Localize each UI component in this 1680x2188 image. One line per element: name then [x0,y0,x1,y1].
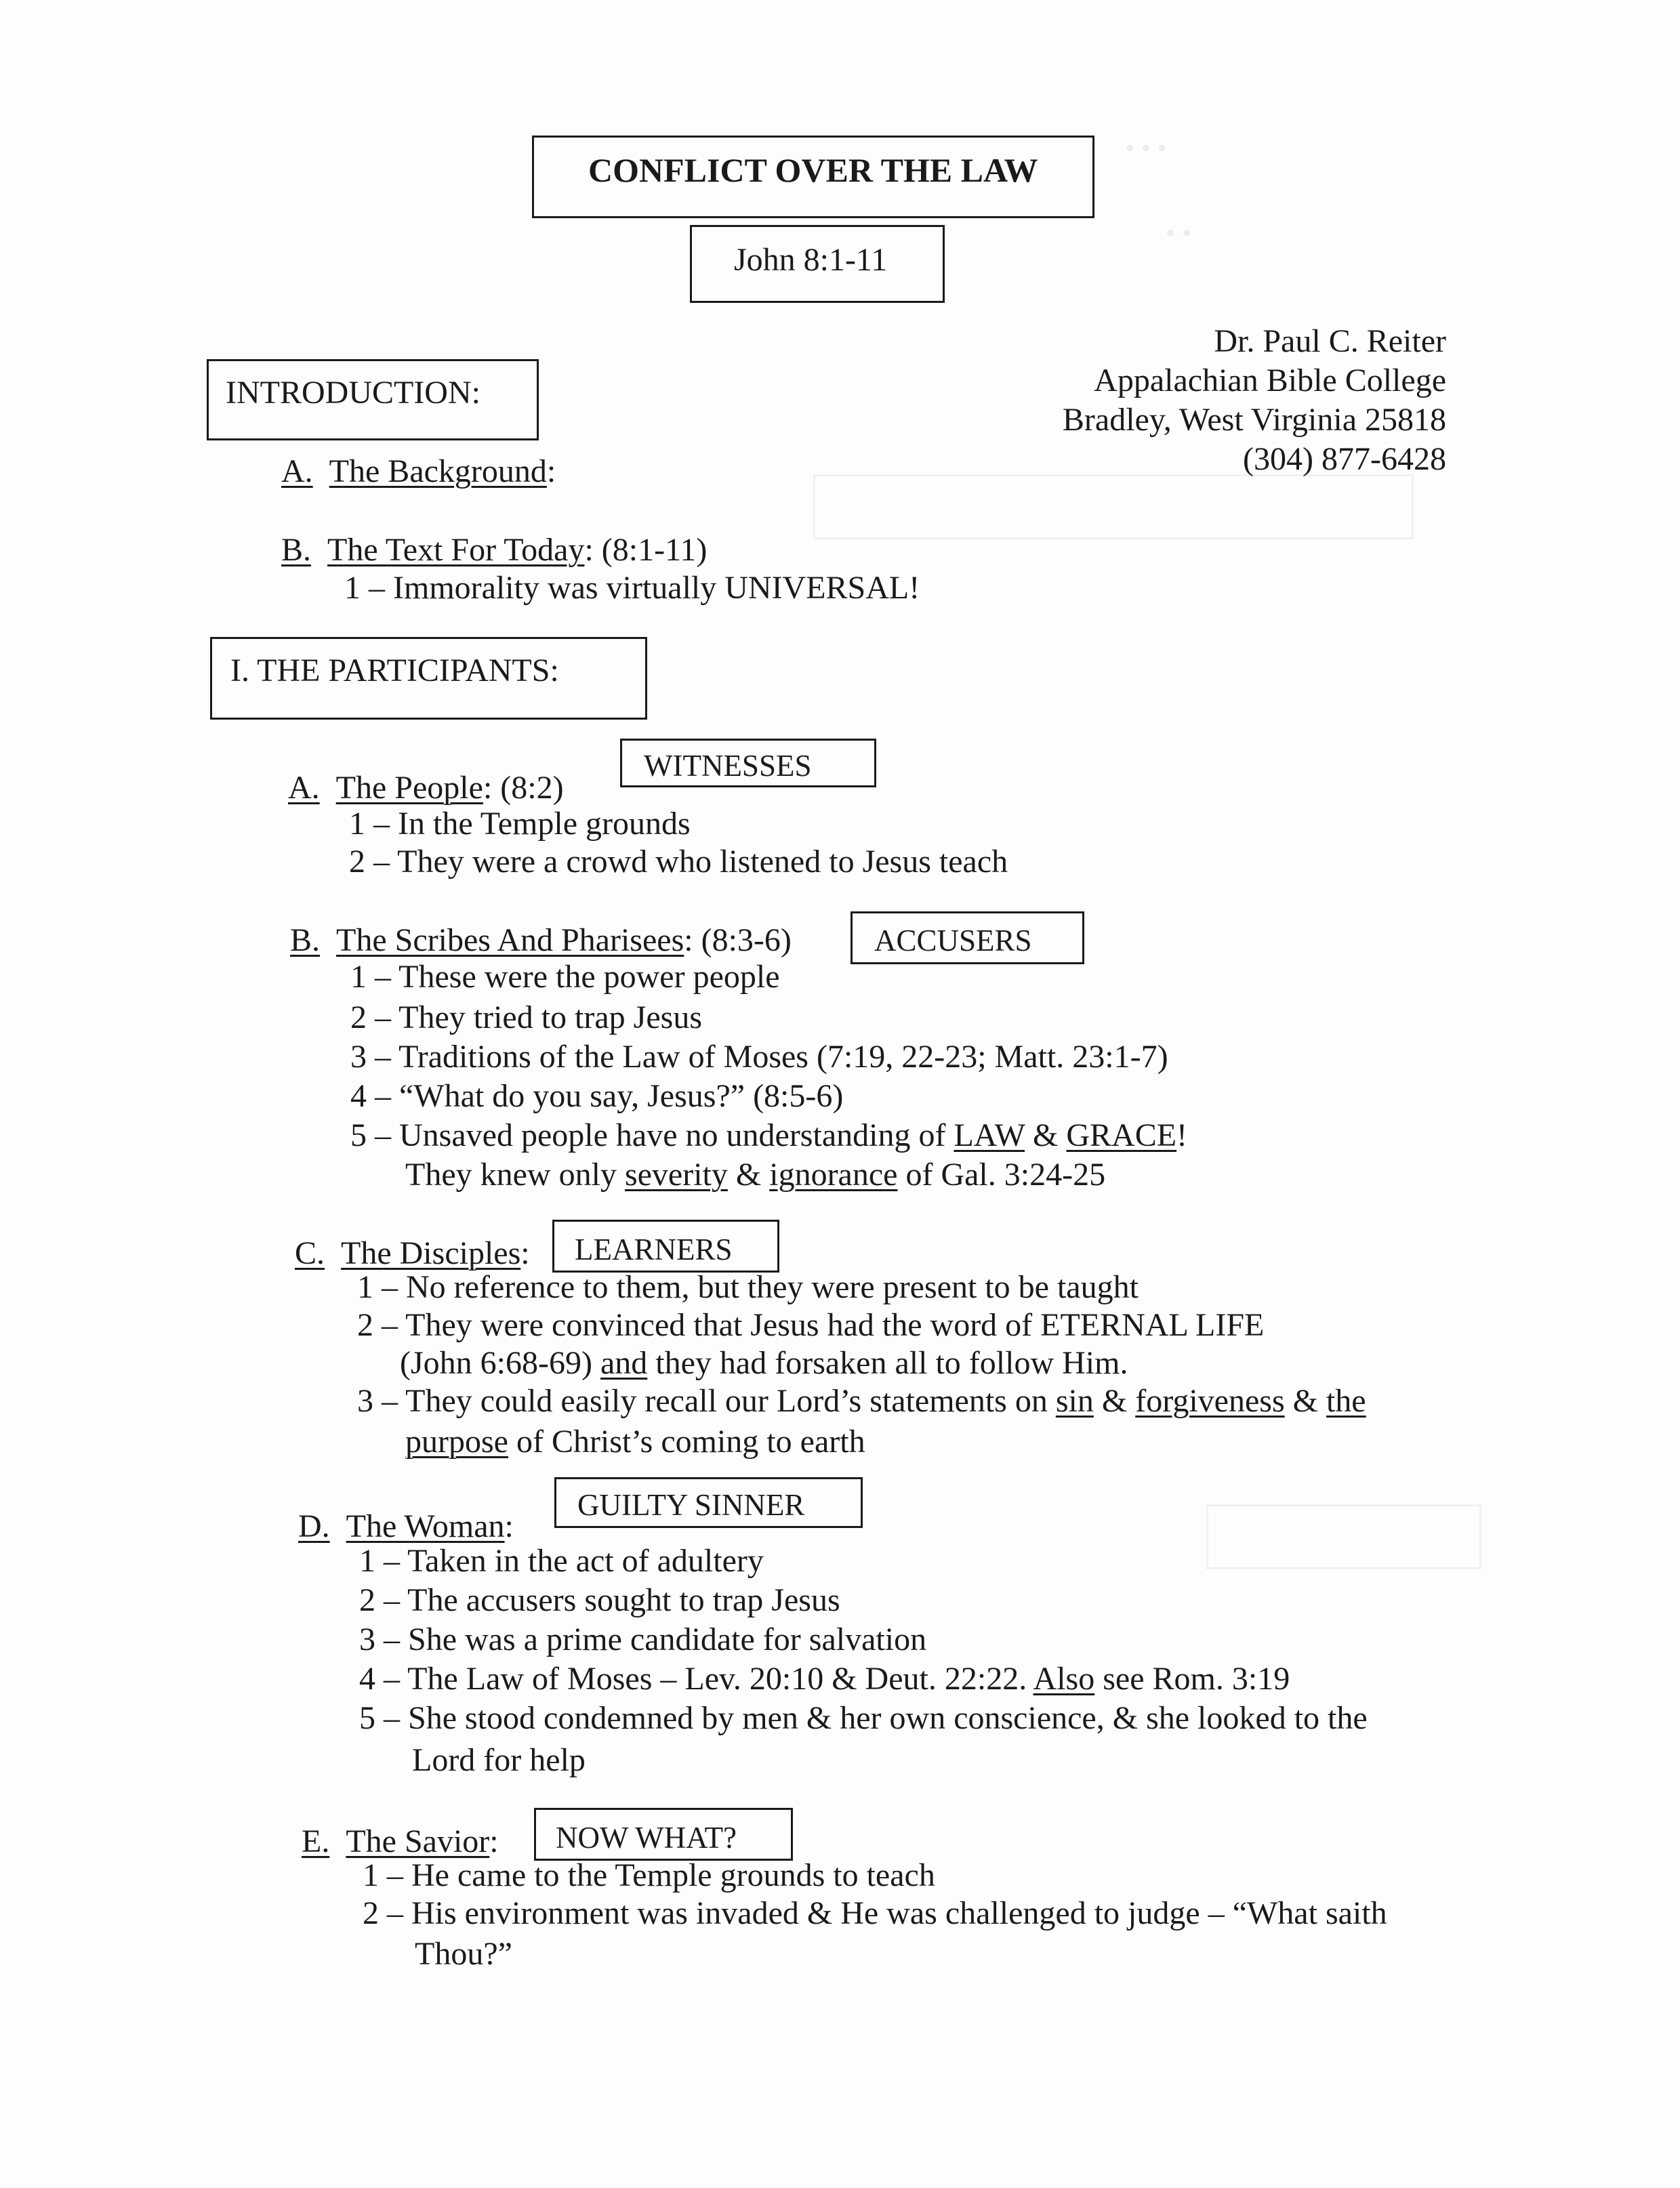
sin-word: sin [1055,1383,1094,1419]
people-marker: A. [288,770,320,806]
scribes-item-5-line-2 [405,1156,1105,1193]
author-name: Dr. Paul C. Reiter [1214,323,1446,359]
witnesses-tag: WITNESSES [644,749,812,783]
disciples-label: The Disciples [341,1235,521,1271]
disciples-item-3 [357,1382,1366,1420]
scribes-heading [290,922,792,959]
forgiveness-word: forgiveness [1135,1383,1285,1419]
scribes-item-3: 3 – Traditions of the Law of Moses (7:19, 22-23; Matt. 23:1-7) [350,1039,1168,1075]
ampersand: & [1284,1383,1326,1419]
disciples-marker: C. [295,1235,325,1271]
the-word: the [1326,1383,1366,1419]
woman-item-4 [359,1660,1290,1697]
savior-suffix: : [489,1823,499,1859]
exclamation: ! [1176,1117,1188,1153]
savior-item-2-line-2: Thou?” [415,1936,512,1972]
ignorance-word: ignorance [769,1157,898,1193]
intro-a-suffix: : [546,453,556,489]
disciples-item-3-text: 3 – They could easily recall our Lord’s statements on [357,1383,1056,1419]
scribes-suffix: : (8:3-6) [684,922,792,958]
also-word: Also [1033,1661,1095,1697]
scribes-marker: B. [290,922,321,958]
savior-heading [302,1823,499,1860]
woman-item-1: 1 – Taken in the act of adultery [359,1543,764,1579]
disciples-suffix: : [520,1235,530,1271]
intro-item-a [281,453,556,490]
intro-a-label: The Background [329,453,547,489]
savior-marker: E. [302,1823,330,1859]
disciples-heading [295,1235,530,1272]
woman-heading [298,1508,514,1545]
woman-item-4-text: 4 – The Law of Moses – Lev. 20:10 & Deut. 22:22. [359,1661,1033,1697]
scribes-item-5 [350,1117,1187,1154]
scribes-item-2: 2 – They tried to trap Jesus [350,999,703,1035]
scribes-item-5-line-2-text: They knew only [405,1157,625,1193]
disciples-item-2: 2 – They were convinced that Jesus had the word of ETERNAL LIFE [357,1307,1265,1343]
scripture-reference: John 8:1-11 [734,242,888,278]
and-word: and [600,1345,648,1381]
scribes-item-1: 1 – These were the power people [350,959,780,995]
law-word: LAW [954,1117,1025,1153]
scribes-item-5-line-2-end: of Gal. 3:24-25 [897,1157,1106,1193]
scribes-label: The Scribes And Pharisees [336,922,684,958]
intro-b-suffix: : (8:1-11) [584,532,708,568]
ampersand: & [727,1157,770,1193]
scribes-item-4: 4 – “What do you say, Jesus?” (8:5-6) [350,1078,844,1114]
people-label: The People [335,770,483,806]
author-city: Bradley, West Virginia 25818 [1062,402,1446,438]
people-heading [288,769,564,806]
intro-b-marker: B. [281,532,312,568]
woman-item-2: 2 – The accusers sought to trap Jesus [359,1582,840,1618]
savior-item-1: 1 – He came to the Temple grounds to teach [363,1857,935,1893]
author-phone: (304) 877-6428 [1243,441,1446,477]
participants-heading: I. THE PARTICIPANTS: [230,653,559,688]
now-what-tag: NOW WHAT? [556,1821,737,1855]
woman-item-5-line-2: Lord for help [412,1742,586,1778]
accusers-tag: ACCUSERS [874,924,1032,957]
disciples-item-2-line-2-end: they had forsaken all to follow Him. [647,1345,1128,1381]
intro-b-subitem: 1 – Immorality was virtually UNIVERSAL! [344,570,920,606]
guilty-sinner-tag: GUILTY SINNER [577,1488,805,1522]
woman-label: The Woman [346,1508,505,1544]
woman-marker: D. [298,1508,330,1544]
savior-label: The Savior [346,1823,490,1859]
intro-b-label: The Text For Today [327,532,585,568]
people-item-1: 1 – In the Temple grounds [349,806,691,842]
scribes-item-5-text: 5 – Unsaved people have no understanding of [350,1117,954,1153]
intro-a-marker: A. [281,453,313,489]
disciples-item-2-line-2-text: (John 6:68-69) [400,1345,600,1381]
savior-item-2: 2 – His environment was invaded & He was challenged to judge – “What saith [363,1895,1387,1931]
people-item-2: 2 – They were a crowd who listened to Jesus teach [349,844,1008,880]
woman-item-3: 3 – She was a prime candidate for salvation [359,1622,927,1657]
disciples-item-1: 1 – No reference to them, but they were present to be taught [357,1269,1139,1305]
purpose-word: purpose [405,1424,508,1460]
woman-item-4-end: see Rom. 3:19 [1094,1661,1290,1697]
disciples-item-3-line-2-end: of Christ’s coming to earth [508,1424,865,1460]
grace-word: GRACE [1066,1117,1177,1153]
learners-tag: LEARNERS [575,1233,733,1266]
severity-word: severity [624,1157,728,1193]
page-title: CONFLICT OVER THE LAW [588,151,1038,189]
author-school: Appalachian Bible College [1094,363,1446,398]
people-suffix: : (8:2) [483,770,564,806]
introduction-heading: INTRODUCTION: [226,375,480,411]
document-page: • • • • • CONFLICT OVER THE LAW John 8:1-11 Dr. Paul C. Reiter Appalachian Bible College Bradley, West Virginia 25818 (304) 877-6428 INTRODUCTION: A. The Background: B. The Text For Today: (8:1-11) 1 – Immorality was virtually UNIVERSAL! I. THE PARTICIPANTS: A. The People: (8:2) WITNESSES 1 – In the Temple grounds 2 – They were a crowd who listened to Jesus teach B. The Scribes And Pharisees: (8:3-6) ACCUSERS 1 – These were the power people 2 – They tried to trap Jesus 3 – Traditions of the Law of Moses (7:19, 22-23; Matt. 23:1-7) 4 – “What do you say, Jesus?” (8:5-6) 5 – Unsaved people have no understanding of LAW & GRACE! They knew only severity & ignorance of Gal. 3:24-25 C. The Disciples: LEARNERS 1 – No reference to them, but they were present to be taught 2 – They were convinced that Jesus had the word of ETERNAL LIFE (John 6:68-69) and they had forsaken all to follow Him. 3 – They could easily recall our Lord’s statements on sin & forgiveness & the purpose of Christ’s coming to earth D. The Woman: GUILTY SINNER 1 – Taken in the act of adultery 2 – The accusers sought to trap Jesus 3 – She was a prime candidate for salvation 4 – The Law of Moses – Lev. 20:10 & Deut. 22:22. Also see Rom. 3:19 5 – She stood condemned by men & her own conscience, & she looked to the Lord for help E. The Savior: NOW WHAT? 1 – He came to the Temple grounds to teach 2 – His environment was invaded & He was challenged to judge – “What saith Thou?” [0,0,1680,2188]
disciples-item-3-line-2 [405,1423,865,1460]
ampersand: & [1093,1383,1136,1419]
ampersand: & [1025,1117,1067,1153]
disciples-item-2-line-2 [400,1344,1128,1382]
intro-item-b [281,531,707,569]
woman-item-5: 5 – She stood condemned by men & her own conscience, & she looked to the [359,1700,1368,1736]
woman-suffix: : [504,1508,514,1544]
